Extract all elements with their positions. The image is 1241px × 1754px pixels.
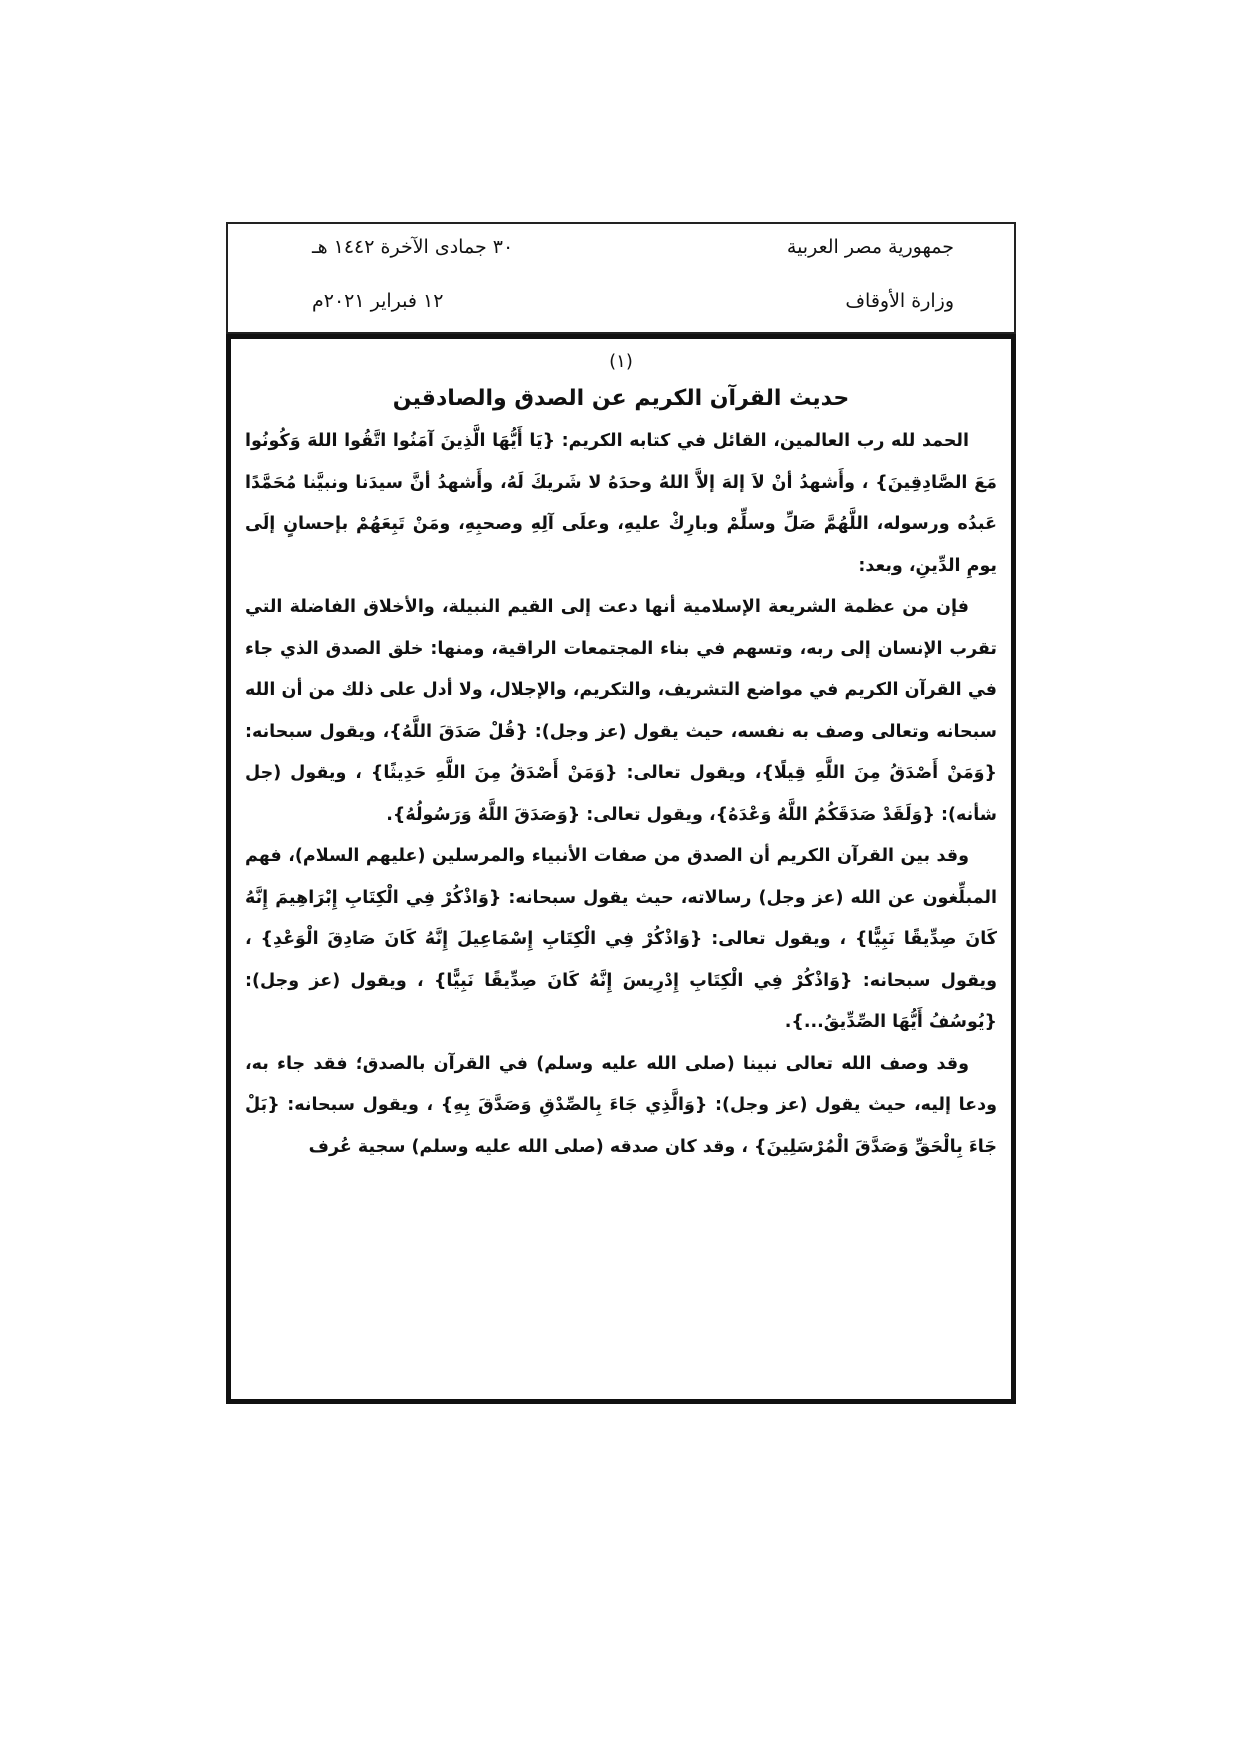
gregorian-date: ١٢ فبراير ٢٠٢١م: [312, 290, 444, 312]
ministry-name: وزارة الأوقاف: [845, 290, 954, 312]
page-title: حديث القرآن الكريم عن الصدق والصادقين: [392, 386, 850, 411]
hijri-date: ٣٠ جمادى الآخرة ١٤٤٢ هـ: [312, 236, 514, 258]
paragraph-prophets-truthfulness: وقد بين القرآن الكريم أن الصدق من صفات الأنبياء والمرسلين (عليهم السلام)، فهم المبلِّغون عن الله (عز وجل) رسالاته، حيث يقول سبحانه: {وَاذْكُرْ فِي الْكِتَابِ إِبْرَاهِيمَ إِنَّهُ كَانَ صِدِّيقًا نَبِيًّا} ، ويقول تعالى: {وَاذْكُرْ فِي الْكِتَابِ إِسْمَاعِيلَ إِنَّهُ كَانَ صَادِقَ الْوَعْدِ} ، ويقول سبحانه: {وَاذْكُرْ فِي الْكِتَابِ إِدْرِيسَ إِنَّهُ كَانَ صِدِّيقًا نَبِيًّا} ، ويقول (عز وجل): {يُوسُفُ أَيُّهَا الصِّدِّيقُ...}.: [245, 846, 997, 1032]
country-name: جمهورية مصر العربية: [786, 236, 954, 258]
document-body: [226, 334, 1016, 1404]
paragraph-prophet-muhammad: وقد وصف الله تعالى نبينا (صلى الله عليه وسلم) في القرآن بالصدق؛ فقد جاء به، ودعا إليه، حيث يقول (عز وجل): {وَالَّذِي جَاءَ بِالصِّدْقِ وَصَدَّقَ بِهِ} ، ويقول سبحانه: {بَلْ جَاءَ بِالْحَقِّ وَصَدَّقَ الْمُرْسَلِينَ} ، وقد كان صدقه (صلى الله عليه وسلم) سجية عُرف: [245, 1053, 997, 1157]
document-header: [226, 222, 1016, 334]
paragraph-intro: الحمد لله رب العالمين، القائل في كتابه الكريم: {يَا أَيُّهَا الَّذِينَ آمَنُوا اتَّقُوا اللهَ وَكُونُوا مَعَ الصَّادِقِينَ} ، وأَشهدُ أنْ لاَ إلهَ إلاَّ اللهُ وحدَهُ لا شَريكَ لَهُ، وأَشهدُ أنَّ سيدَنا ونبيَّنا مُحَمَّدًا عَبدُه ورسوله، اللَّهُمَّ صَلِّ وسلِّمْ وبارِكْ عليهِ، وعلَى آلِهِ وصحبِهِ، ومَنْ تَبِعَهُمْ بإحسانٍ إلَى يومِ الدِّينِ، وبعد:: [245, 431, 997, 576]
body-content: [245, 345, 997, 1168]
page-number: (١): [609, 351, 633, 372]
paragraph-divine-truthfulness: فإن من عظمة الشريعة الإسلامية أنها دعت إلى القيم النبيلة، والأخلاق الفاضلة التي تقرب الإنسان إلى ربه، وتسهم في بناء المجتمعات الراقية، ومنها: خلق الصدق الذي جاء في القرآن الكريم في مواضع التشريف، والتكريم، والإجلال، ولا أدل على ذلك من أن الله سبحانه وتعالى وصف به نفسه، حيث يقول (عز وجل): {قُلْ صَدَقَ اللَّهُ}، ويقول سبحانه: {وَمَنْ أَصْدَقُ مِنَ اللَّهِ قِيلًا}، ويقول تعالى: {وَمَنْ أَصْدَقُ مِنَ اللَّهِ حَدِيثًا} ، ويقول (جل شأنه): {وَلَقَدْ صَدَقَكُمُ اللَّهُ وَعْدَهُ}، ويقول تعالى: {وَصَدَقَ اللَّهُ وَرَسُولُهُ}.: [245, 597, 997, 825]
